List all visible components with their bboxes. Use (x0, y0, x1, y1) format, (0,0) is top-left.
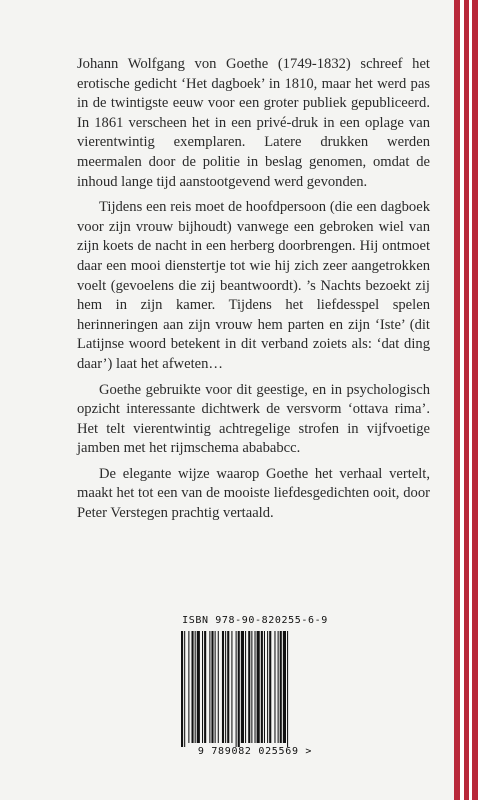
barcode-bar (269, 631, 271, 743)
barcode-bar (241, 631, 244, 743)
spine-margin (478, 0, 499, 800)
barcode-bar (231, 631, 232, 743)
barcode-bar (267, 631, 268, 743)
barcode-bar (192, 631, 194, 743)
barcode-bar (251, 631, 252, 743)
barcode-bar (227, 631, 229, 743)
barcode-bar (274, 631, 275, 743)
blurb-text (77, 55, 430, 530)
barcode-bar (188, 631, 189, 743)
barcode-digits: 9 789082 025569 > (197, 746, 313, 757)
paragraph-intro: Johann Wolfgang von Goethe (1749-1832) schreef het erotische gedicht ‘Het dagboek’ in 1810, maar het werd pas in de twintigste eeuw voor een groter publiek gepubliceerd. In 1861 verscheen het in een privé-druk in een oplage van vierentwintig exemplaren. Latere drukken werden meermalen door de politie in beslag genomen, omdat de inhoud lange tijd aanstootgevend werd gevonden. (77, 56, 430, 190)
barcode-bar (204, 631, 206, 743)
isbn-barcode (175, 615, 335, 765)
barcode-bar (264, 631, 265, 743)
barcode-bar (278, 631, 279, 743)
barcode-bar (261, 631, 263, 743)
barcode-bar (215, 631, 216, 743)
barcode-bar (245, 631, 246, 743)
barcode-bar (222, 631, 224, 743)
barcode-bar (238, 631, 240, 747)
paragraph-form: Goethe gebruikte voor dit geestige, en in psychologisch opzicht interessante dichtwerk de versvorm ‘ottava rima’. Het telt vierentwintig achtregelige strofen in vijfvoetige jamben met het rijmschema abababcc. (77, 381, 430, 457)
barcode-bar (202, 631, 203, 743)
barcode-bar (195, 631, 196, 743)
barcode-bar (197, 631, 200, 743)
barcode-bar (181, 631, 183, 747)
paragraph-translation: De elegante wijze waarop Goethe het verhaal vertelt, maakt het tot een van de mooiste liefdesgedichten ooit, door Peter Verstegen prachtig vertaald. (77, 465, 430, 522)
barcode-bar (280, 631, 282, 743)
barcode-bars (175, 631, 335, 747)
barcode-bar (209, 631, 210, 743)
barcode-bar (225, 631, 226, 743)
barcode-bar (248, 631, 250, 743)
barcode-bar (218, 631, 219, 743)
isbn-label: ISBN 978-90-820255-6-9 (182, 615, 328, 626)
barcode-bar (184, 631, 185, 747)
barcode-bar (287, 631, 288, 747)
barcode-bar (236, 631, 237, 747)
barcode-bar (255, 631, 256, 743)
barcode-bar (211, 631, 213, 743)
barcode-bar (257, 631, 260, 743)
paragraph-plot: Tijdens een reis moet de hoofdpersoon (die een dagboek voor zijn vrouw bijhoudt) vanwege een gebroken wiel van zijn koets de nacht in een herberg doorbrengen. Hij ontmoet daar een mooi dienstertje tot wie hij zich zeer aangetrokken voelt (gevoelens die zij beantwoordt). ’s Nachts bezoekt zij hem in zijn kamer. Tijdens het liefdesspel spelen herinneringen aan zijn vrouw hem parten en zijn ‘Iste’ (dit Latijnse woord betekent in dit verband zoiets als: ‘dat ding daar’) laat het afweten… (77, 199, 430, 372)
barcode-bar (283, 631, 286, 743)
